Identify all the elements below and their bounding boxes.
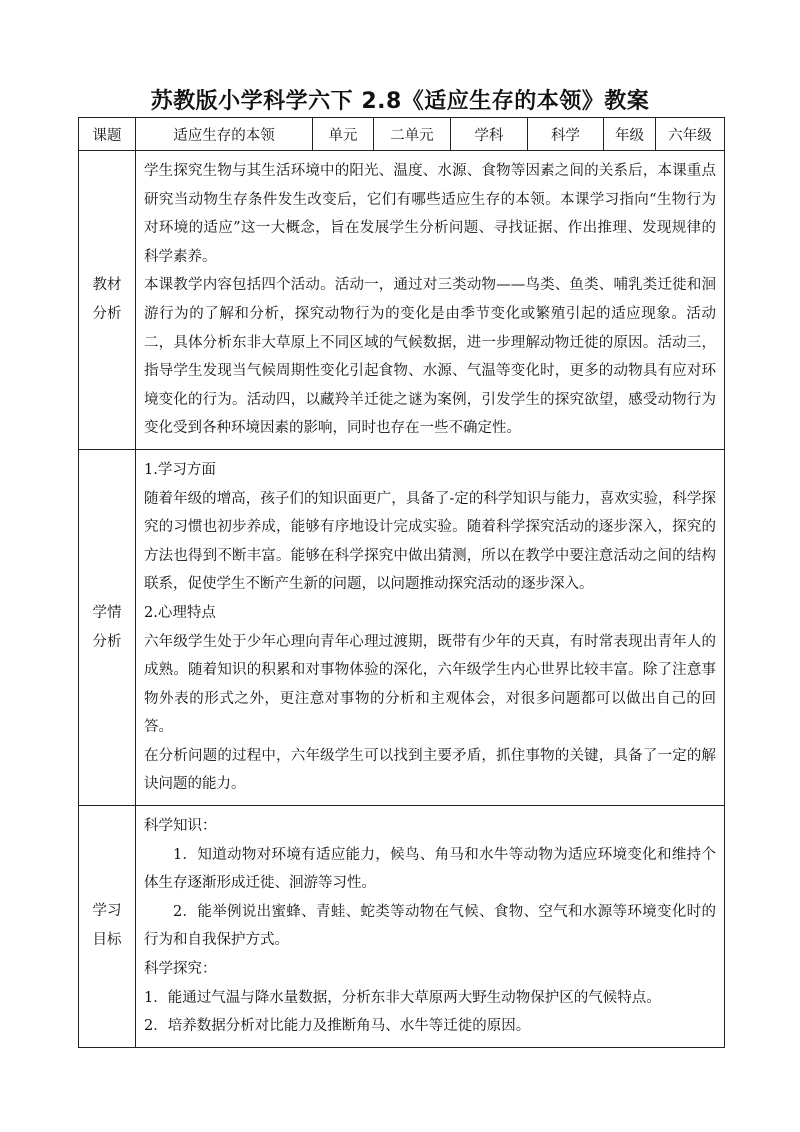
topic-value: 适应生存的本领 xyxy=(136,118,313,151)
student-analysis-content xyxy=(136,449,725,805)
paragraph: 2．培养数据分析对比能力及推断角马、水牛等迁徙的原因。 xyxy=(144,1018,531,1035)
subheading: 2.心理特点 xyxy=(144,604,216,621)
student-analysis-row xyxy=(79,449,725,805)
subheading: 科学知识： xyxy=(144,818,217,835)
learning-goals-content xyxy=(136,806,725,1048)
lesson-plan-table xyxy=(78,117,725,1048)
paragraph: 本课教学内容包括四个活动。活动一，通过对三类动物——鸟类、鱼类、哺乳类迁徙和洄游行为的了解和分析，探究动物行为的变化是由季节变化或繁殖引起的适应现象。活动二，具体分析东非大草原上不同区域的气候数据，进一步理解动物迁徙的原因。活动三，指导学生发现当气候周期性变化引起食物、水源、气温等变化时，更多的动物具有应对环境变化的行为。活动四，以藏羚羊迁徙之谜为案例，引发学生的探究欲望，感受动物行为变化受到各种环境因素的影响，同时也存在一些不确定性。 xyxy=(144,277,716,437)
unit-value: 二单元 xyxy=(374,118,451,151)
unit-label: 单元 xyxy=(313,118,374,151)
paragraph: 六年级学生处于少年心理向青年心理过渡期，既带有少年的天真，有时常表现出青年人的成熟。随着知识的积累和对事物体验的深化，六年级学生内心世界比较丰富。除了注意事物外表的形式之外，更注意对事物的分析和主观体会，对很多问题都可以做出自己的回答。 xyxy=(144,633,716,736)
paragraph: 随着年级的增高，孩子们的知识面更广，具备了-定的科学知识与能力，喜欢实验，科学探究的习惯也初步养成，能够有序地设计完成实验。随着科学探究活动的逐步深入，探究的方法也得到不断丰富。能够在科学探究中做出猜测，所以在教学中要注意活动之间的结构联系，促使学生不断产生新的问题，以问题推动探究活动的逐步深入。 xyxy=(144,490,716,593)
paragraph: 在分析问题的过程中，六年级学生可以找到主要矛盾，抓住事物的关键，具备了一定的解诀问题的能力。 xyxy=(144,747,716,793)
subheading: 科学探究： xyxy=(144,961,217,978)
subject-value: 科学 xyxy=(528,118,604,151)
grade-value: 六年级 xyxy=(656,118,725,151)
subject-label: 学科 xyxy=(451,118,528,151)
material-analysis-label: 教材 分析 xyxy=(79,151,136,450)
learning-goals-label: 学习 目标 xyxy=(79,806,136,1048)
student-analysis-label: 学情 分析 xyxy=(79,449,136,805)
paragraph: 学生探究生物与其生活环境中的阳光、温度、水源、食物等因素之间的关系后，本课重点研究当动物生存条件发生改变后，它们有哪些适应生存的本领。本课学习指向“生物行为对环境的适应”这一大概念，旨在发展学生分析问题、寻找证据、作出推理、发现规律的科学素养。 xyxy=(144,163,716,265)
topic-label: 课题 xyxy=(79,118,136,151)
learning-goals-row xyxy=(79,806,725,1048)
material-analysis-row xyxy=(79,151,725,450)
paragraph: 1．能通过气温与降水量数据，分析东非大草原两大野生动物保护区的气候特点。 xyxy=(144,989,661,1006)
subheading: 1.学习方面 xyxy=(144,461,216,478)
header-row xyxy=(79,118,725,151)
document-title: 苏教版小学科学六下 2.8《适应生存的本领》教案 xyxy=(150,89,650,114)
material-analysis-content xyxy=(136,151,725,450)
paragraph: 1．知道动物对环境有适应能力，候鸟、角马和水牛等动物为适应环境变化和维持个体生存逐渐形成迁徙、洄游等习性。 xyxy=(144,846,716,892)
grade-label: 年级 xyxy=(604,118,656,151)
paragraph: 2．能举例说出蜜蜂、青蛙、蛇类等动物在气候、食物、空气和水源等环境变化时的行为和自我保护方式。 xyxy=(144,903,716,949)
